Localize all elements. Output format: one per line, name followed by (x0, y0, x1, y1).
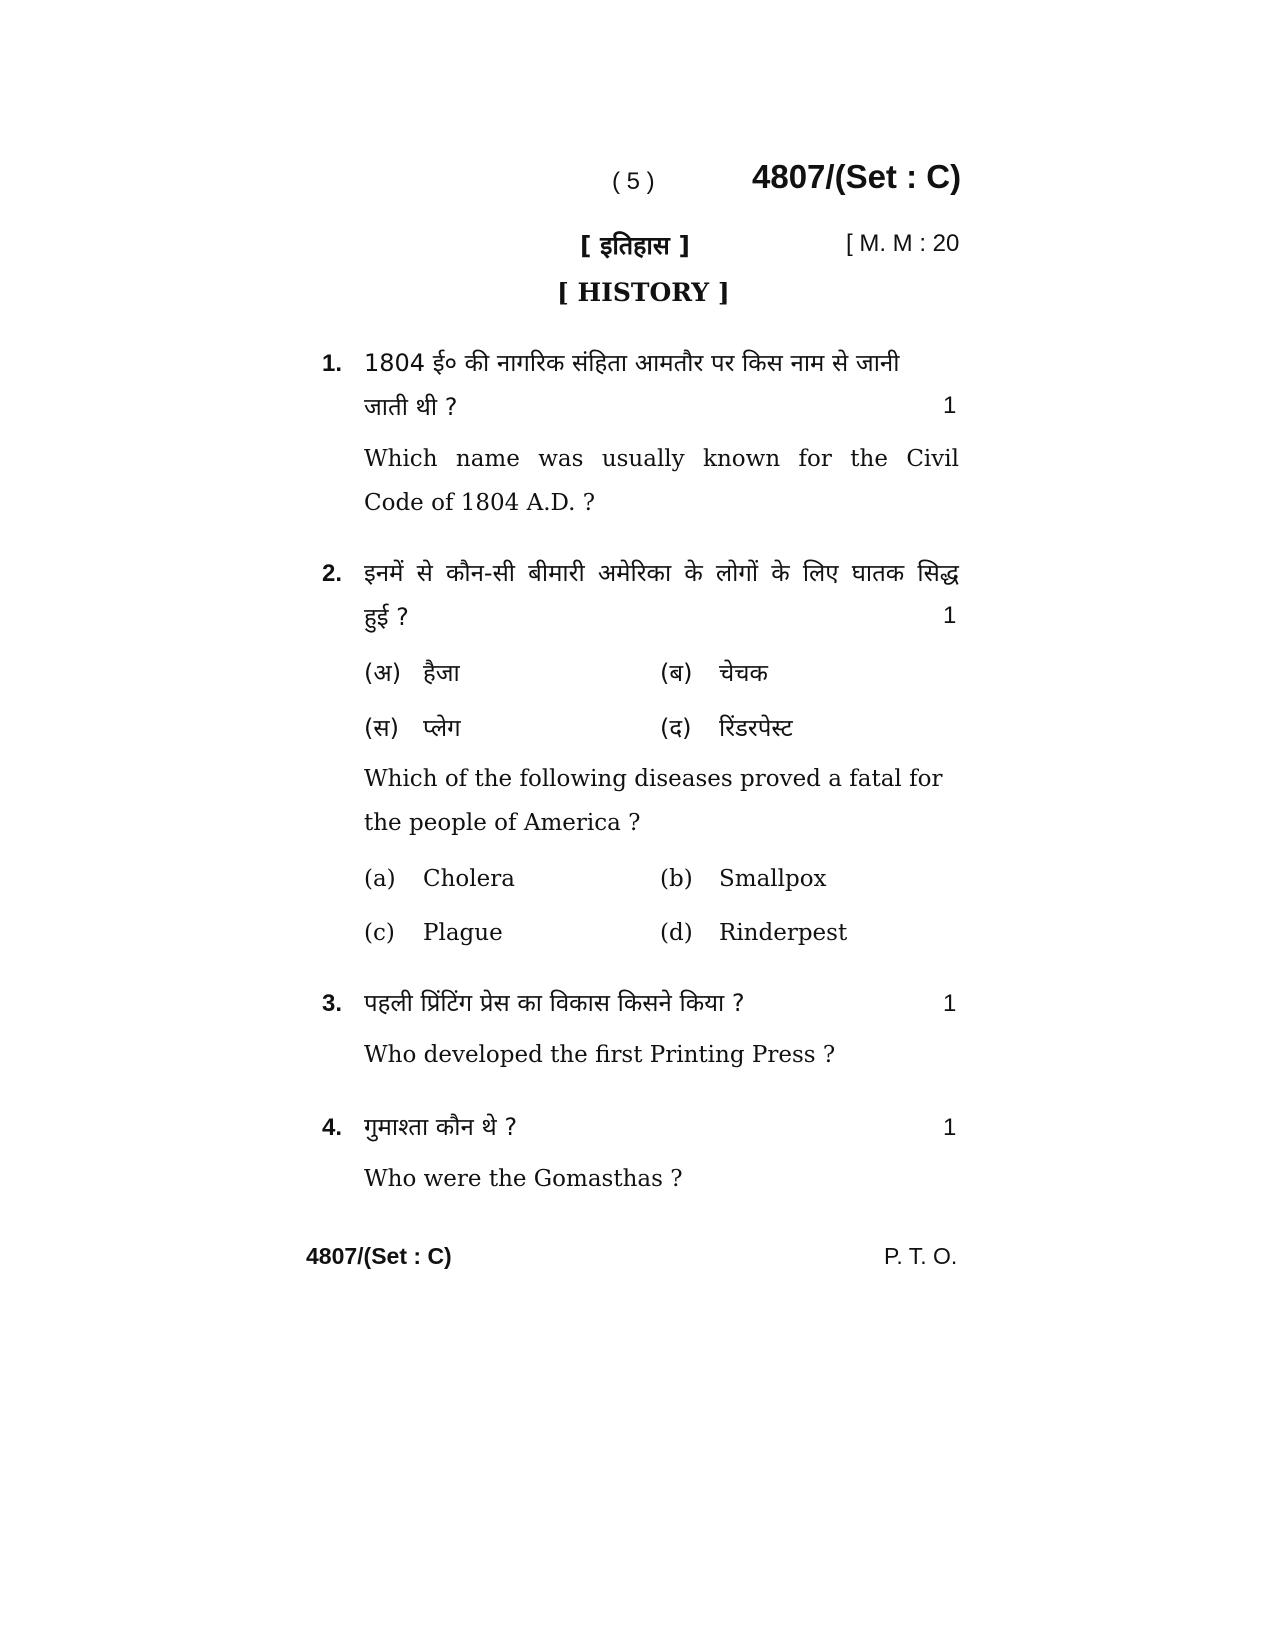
question-4-english-line-1: Who were the Gomasthas ? (364, 1166, 683, 1192)
question-1-hindi-line-2: जाती थी ? (364, 393, 458, 421)
question-2-option-b-label: (b) (660, 866, 693, 892)
question-2-english-line-1: Which of the following diseases proved a fatal for (364, 766, 943, 792)
question-1-hindi-line-1 (364, 346, 959, 379)
set-code: 4807/(Set : C) (752, 158, 962, 195)
question-2-hindi-line-2: हुई ? (364, 603, 409, 631)
question-1-english-line-2: Code of 1804 A.D. ? (364, 490, 596, 516)
question-4-marks: 1 (943, 1114, 957, 1141)
question-4-hindi-line-1: गुमाश्ता कौन थे ? (364, 1113, 518, 1141)
question-2-option-d-text: Rinderpest (719, 920, 848, 946)
question-2-hindi-option-a-text: हैजा (423, 659, 460, 687)
footer-set-code: 4807/(Set : C) (306, 1243, 452, 1269)
question-3-marks: 1 (943, 990, 957, 1017)
subject-english: [ HISTORY ] (557, 278, 730, 307)
question-2-hindi-line-1: इनमें से कौन-सी बीमारी अमेरिका के लोगों के लिए घातक सिद्ध (364, 559, 959, 587)
question-2-hindi-option-c-label: (स) (364, 714, 399, 742)
question-2-hindi-option-b-text: चेचक (719, 659, 768, 687)
page-number: ( 5 ) (612, 168, 655, 195)
question-2-number: 2. (322, 560, 343, 587)
question-2-option-a-text: Cholera (423, 866, 515, 892)
question-1-number: 1. (322, 350, 343, 377)
question-2-hindi-option-b-label: (ब) (660, 659, 693, 687)
footer-pto: P. T. O. (884, 1243, 958, 1269)
question-1-marks: 1 (943, 392, 957, 419)
question-2-option-a-label: (a) (364, 866, 396, 892)
question-2-hindi-option-d-label: (द) (660, 714, 692, 742)
question-1-english-line-1: Which name was usually known for the Civil (364, 446, 959, 472)
question-2-option-d-label: (d) (660, 920, 693, 946)
question-2-hindi-option-d-text: रिंडरपेस्ट (719, 714, 793, 742)
question-3-hindi-line-1: पहली प्रिंटिंग प्रेस का विकास किसने किया ? (364, 989, 745, 1017)
question-2-english-line-2: the people of America ? (364, 810, 641, 836)
question-2-marks: 1 (943, 602, 957, 629)
question-4-number: 4. (322, 1114, 343, 1141)
question-3-english-line-1: Who developed the first Printing Press ? (364, 1042, 836, 1068)
question-3-number: 3. (322, 990, 343, 1017)
question-2-option-b-text: Smallpox (719, 866, 827, 892)
question-2-option-c-label: (c) (364, 920, 395, 946)
question-2-hindi-option-a-label: (अ) (364, 659, 402, 687)
question-2-hindi-option-c-text: प्लेग (423, 714, 461, 742)
subject-hindi: [ इतिहास ] (580, 231, 690, 260)
max-marks: [ M. M : 20 (846, 230, 960, 257)
question-1-hindi-text: 1804 ई० की नागरिक संहिता आमतौर पर किस नाम से जानी (364, 349, 900, 377)
question-2-option-c-text: Plague (423, 920, 503, 946)
